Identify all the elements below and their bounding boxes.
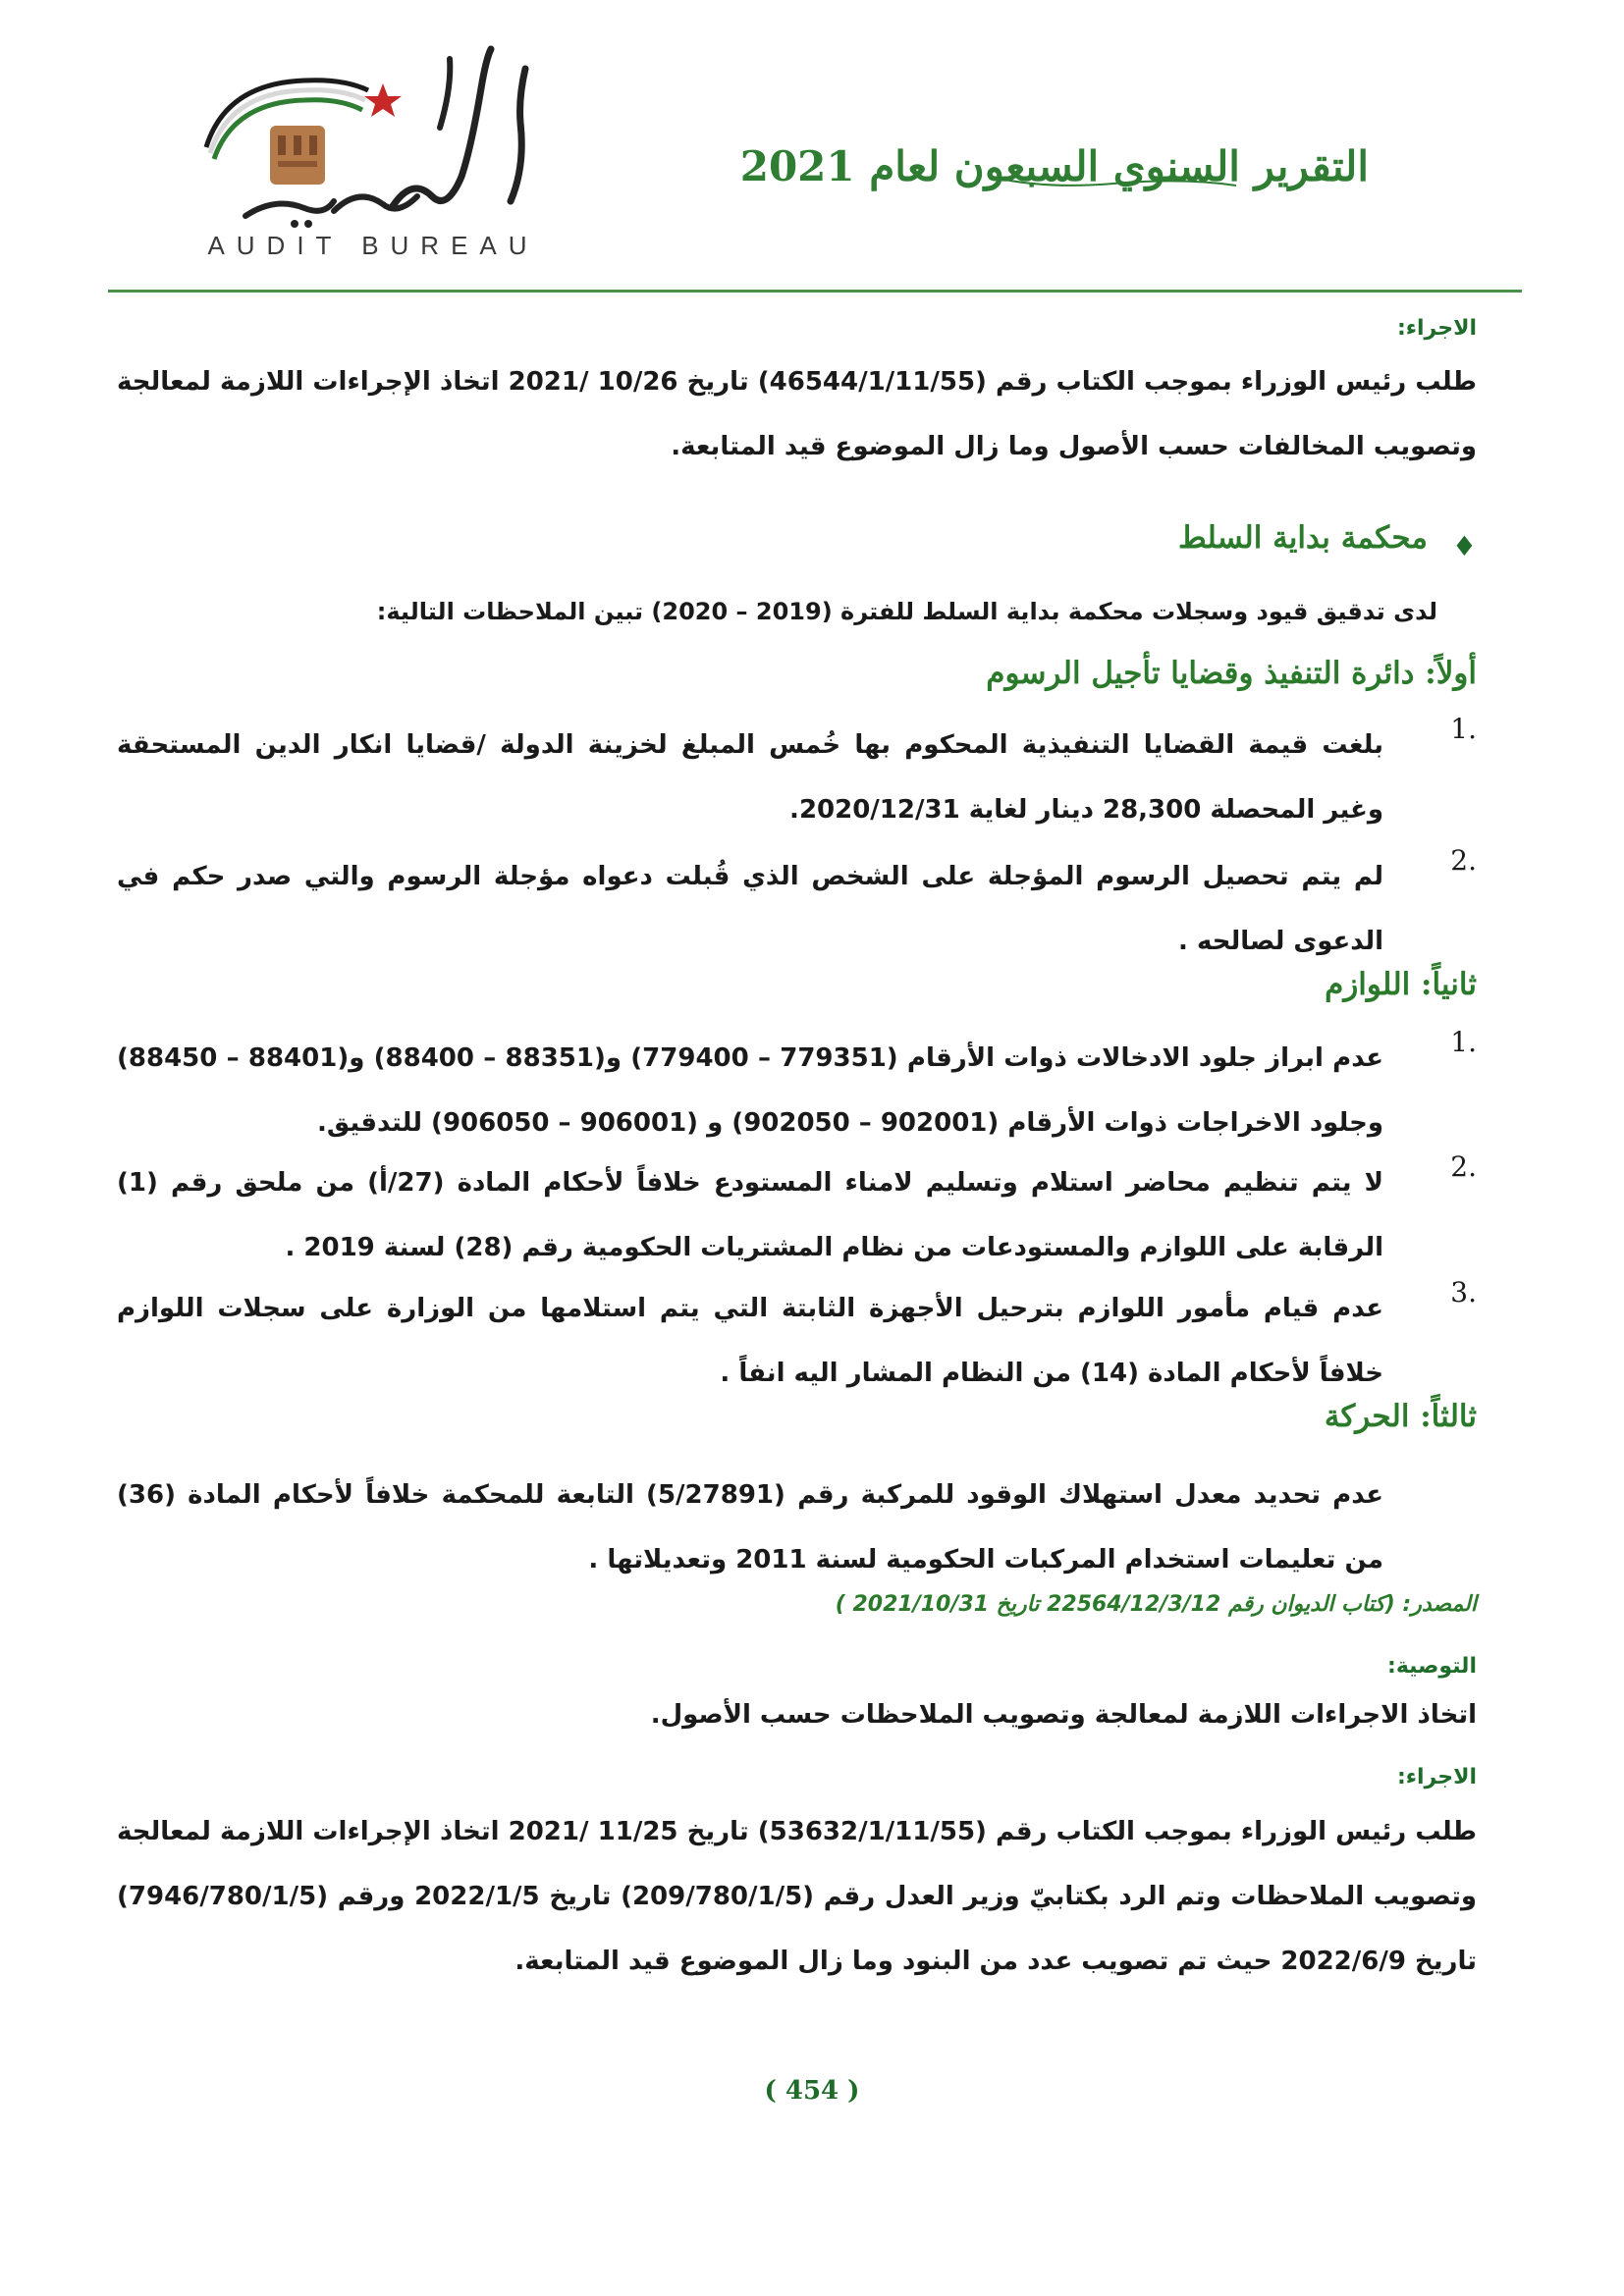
second-heading: ثانياً: اللوازم — [1325, 967, 1477, 1002]
header-divider — [108, 290, 1522, 293]
item-text: بلغت قيمة القضايا التنفيذية المحكوم بها خُمس المبلغ لخزينة الدولة /قضايا انكار الدين المستحقة وغير المحصلة 28,300 دينار لغاية 2020/12/31. — [117, 730, 1383, 825]
item-text: لا يتم تنظيم محاضر استلام وتسليم لامناء المستودع خلافاً لأحكام المادة (27/أ) من ملحق رقم (1) الرقابة على اللوازم والمستودعات من نظام المشتريات الحكومية رقم (28) لسنة 2019 . — [117, 1168, 1383, 1262]
procedure-label: الاجراء: — [1396, 1765, 1477, 1789]
title-swash-icon — [986, 172, 1241, 191]
audit-bureau-logo — [187, 29, 560, 265]
report-title: التقرير السنوي السبعون لعام 2021 — [739, 142, 1369, 190]
item-number: 1. — [1450, 1026, 1477, 1058]
item-text: عدم ابراز جلود الادخالات ذوات الأرقام (779351 – 779400) و(88351 – 88400) و(88401 – 88450) وجلود الاخراجات ذوات الأرقام (902001 – 902050) و (906001 – 906050) للتدقيق. — [117, 1043, 1383, 1138]
item-number: 3. — [1450, 1276, 1477, 1308]
third-heading: ثالثاً: الحركة — [1324, 1399, 1477, 1434]
court-intro: لدى تدقيق قيود وسجلات محكمة بداية السلط للفترة (2019 – 2020) تبين الملاحظات التالية: — [376, 598, 1437, 625]
logo-caption: AUDIT BUREAU — [207, 231, 539, 260]
first-heading: أولاً: دائرة التنفيذ وقضايا تأجيل الرسوم — [986, 656, 1477, 691]
page-number: ( 454 ) — [764, 2076, 860, 2106]
item-text: عدم قيام مأمور اللوازم بترحيل الأجهزة الثابتة التي يتم استلامها من الوزارة على سجلات اللوازم خلافاً لأحكام المادة (14) من النظام المشار اليه انفاً . — [117, 1294, 1383, 1388]
procedure-paragraph: طلب رئيس الوزراء بموجب الكتاب رقم (53632/1/11/55) تاريخ 11/25 /2021 اتخاذ الإجراءات اللازمة لمعالجة وتصويب الملاحظات وتم الرد بكتابيّ وزير العدل رقم (209/780/1/5) تاريخ 2022/1/5 ورقم (7946/780/1/5) تاريخ 2022/6/9 حيث تم تصويب عدد من البنود وما زال الموضوع قيد المتابعة. — [117, 1817, 1477, 1976]
third-paragraph: عدم تحديد معدل استهلاك الوقود للمركبة رقم (5/27891) التابعة للمحكمة خلافاً لأحكام المادة (36) من تعليمات استخدام المركبات الحكومية لسنة 2011 وتعديلاتها . — [117, 1480, 1384, 1575]
diamond-bullet-icon: ♦ — [1451, 530, 1477, 562]
recommendation-text: اتخاذ الاجراءات اللازمة لمعالجة وتصويب الملاحظات حسب الأصول. — [650, 1700, 1477, 1730]
logo-emblem-icon — [187, 29, 560, 236]
court-title: محكمة بداية السلط — [1177, 520, 1428, 556]
item-text: لم يتم تحصيل الرسوم المؤجلة على الشخص الذي قُبلت دعواه مؤجلة الرسوم والتي صدر حكم في الدعوى لصالحه . — [117, 862, 1383, 956]
procedure-label: الاجراء: — [1396, 316, 1477, 341]
recommendation-label: التوصية: — [1387, 1654, 1477, 1679]
item-number: 1. — [1450, 713, 1477, 745]
item-number: 2. — [1450, 844, 1477, 877]
item-number: 2. — [1450, 1150, 1477, 1183]
source-note: المصدر: (كتاب الديوان رقم 22564/12/3/12 تاريخ 2021/10/31 ) — [835, 1592, 1477, 1617]
procedure-paragraph: طلب رئيس الوزراء بموجب الكتاب رقم (46544/1/11/55) تاريخ 10/26 /2021 اتخاذ الإجراءات اللازمة لمعالجة وتصويب المخالفات حسب الأصول وما زال الموضوع قيد المتابعة. — [117, 367, 1477, 461]
